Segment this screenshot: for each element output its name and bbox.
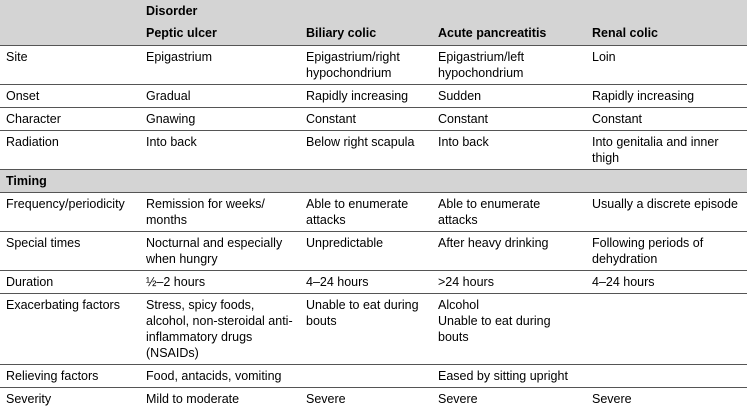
row-label: Frequency/periodicity <box>0 193 140 232</box>
table-cell: Into genitalia and inner thigh <box>586 131 747 170</box>
bottom-rows <box>0 193 747 411</box>
table-row <box>0 388 747 411</box>
row-label: Site <box>0 46 140 85</box>
table-cell: After heavy drinking <box>432 232 586 271</box>
table-row <box>0 294 747 365</box>
table-cell: Sudden <box>432 85 586 108</box>
table-cell: Into back <box>140 131 300 170</box>
table-cell: Severe <box>306 392 346 406</box>
table-cell: Stress, spicy foods, alcohol, non-steroidal anti-inflammatory drugs (NSAIDs) <box>140 294 300 365</box>
table-cell: Constant <box>432 108 586 131</box>
table-row <box>0 46 747 85</box>
header-empty-cell <box>0 21 140 46</box>
table-cell: 4–24 hours <box>300 271 432 294</box>
table-row <box>0 131 747 170</box>
table-cell: Able to enumerate attacks <box>300 193 432 232</box>
column-header: Acute pancreatitis <box>432 21 586 46</box>
table-cell: Usually a discrete episode <box>586 193 747 232</box>
table-row <box>0 193 747 232</box>
table-cell: Epigastrium/right hypochondrium <box>300 46 432 85</box>
row-label: Duration <box>0 271 140 294</box>
table-cell: Able to enumerate attacks <box>432 193 586 232</box>
table-cell: Severe <box>592 392 632 406</box>
table-row <box>0 108 747 131</box>
table-cell: Mild to moderate <box>146 392 240 406</box>
row-label: Onset <box>0 85 140 108</box>
row-label: Exacerbating factors <box>0 294 140 365</box>
row-label: Relieving factors <box>0 365 140 388</box>
column-header: Biliary colic <box>300 21 432 46</box>
column-header: Peptic ulcer <box>140 21 300 46</box>
table-cell <box>586 365 747 388</box>
header-columns-row <box>0 21 747 46</box>
header-disorder-label: Disorder <box>140 0 747 21</box>
table-cell: Constant <box>586 108 747 131</box>
row-label: Character <box>0 108 140 131</box>
table-cell: Remission for weeks/ months <box>140 193 300 232</box>
table-row <box>0 271 747 294</box>
table-cell: Gradual <box>140 85 300 108</box>
table-cell: Loin <box>586 46 747 85</box>
row-label: Severity <box>6 392 52 406</box>
header-group-row <box>0 0 747 21</box>
row-label: Radiation <box>0 131 140 170</box>
table-cell <box>300 365 432 388</box>
table-row <box>0 232 747 271</box>
table-cell: ½–2 hours <box>140 271 300 294</box>
table-cell: Constant <box>300 108 432 131</box>
header-empty-cell <box>0 0 140 21</box>
table-cell: Gnawing <box>140 108 300 131</box>
table-row <box>0 365 747 388</box>
table-cell: Rapidly increasing <box>300 85 432 108</box>
row-label: Special times <box>0 232 140 271</box>
table-cell: Unpredictable <box>300 232 432 271</box>
table-cell <box>586 294 747 365</box>
table-cell: Eased by sitting upright <box>432 365 586 388</box>
table-cell: Rapidly increasing <box>586 85 747 108</box>
table-cell: 4–24 hours <box>586 271 747 294</box>
table-cell: Below right scapula <box>300 131 432 170</box>
column-header: Renal colic <box>586 21 747 46</box>
table-cell: Food, antacids, vomiting <box>140 365 300 388</box>
table-cell: >24 hours <box>432 271 586 294</box>
table-cell: Alcohol Unable to eat during bouts <box>432 294 586 365</box>
table-cell: Unable to eat during bouts <box>300 294 432 365</box>
table-cell: Epigastrium <box>140 46 300 85</box>
table-cell: Nocturnal and especially when hungry <box>140 232 300 271</box>
section-label: Timing <box>0 170 747 193</box>
table-cell: Epigastrium/left hypochondrium <box>432 46 586 85</box>
section-row-timing <box>0 170 747 193</box>
table-cell: Into back <box>432 131 586 170</box>
table-cell: Following periods of dehydration <box>586 232 747 271</box>
table-cell: Severe <box>438 392 478 406</box>
top-rows <box>0 46 747 170</box>
table-row <box>0 85 747 108</box>
